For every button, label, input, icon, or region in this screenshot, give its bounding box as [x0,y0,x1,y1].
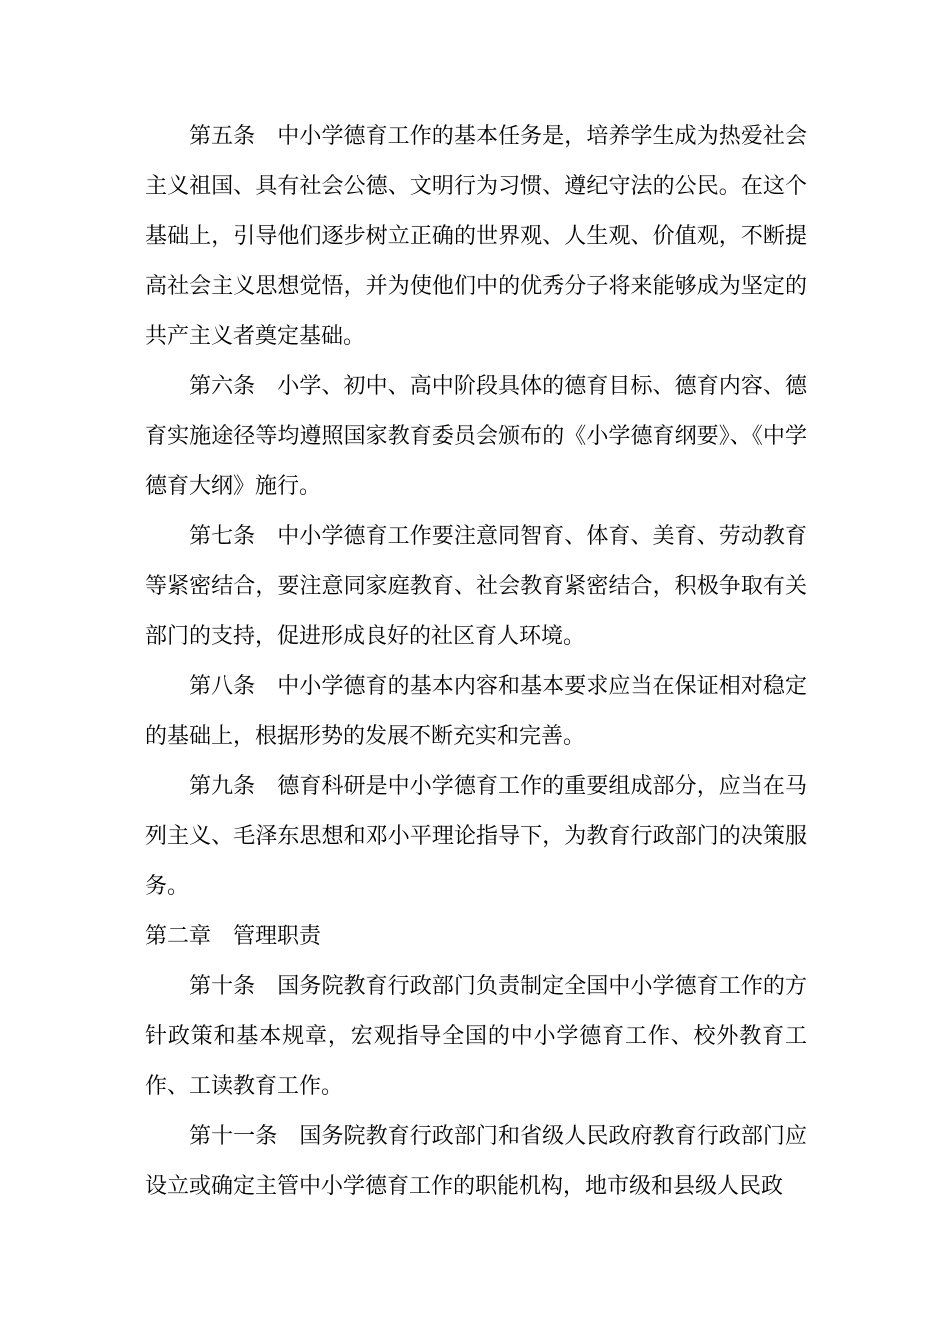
article-7-paragraph: 第七条 中小学德育工作要注意同智育、体育、美育、劳动教育等紧密结合，要注意同家庭教育、社会教育紧密结合，积极争取有关部门的支持，促进形成良好的社区育人环境。 [145,524,807,649]
article-6-paragraph: 第六条 小学、初中、高中阶段具体的德育目标、德育内容、德育实施途径等均遵照国家教育委员会颁布的《小学德育纲要》、《中学德育大纲》施行。 [145,374,807,499]
article-9-paragraph: 第九条 德育科研是中小学德育工作的重要组成部分，应当在马列主义、毛泽东思想和邓小平理论指导下，为教育行政部门的决策服务。 [145,774,807,899]
article-8-paragraph: 第八条 中小学德育的基本内容和基本要求应当在保证相对稳定的基础上，根据形势的发展不断充实和完善。 [145,674,807,749]
article-10-paragraph: 第十条 国务院教育行政部门负责制定全国中小学德育工作的方针政策和基本规章，宏观指导全国的中小学德育工作、校外教育工作、工读教育工作。 [145,974,807,1099]
document-body [145,112,807,1212]
chapter-heading: 第二章 管理职责 [145,924,322,949]
article-5-paragraph: 第五条 中小学德育工作的基本任务是，培养学生成为热爱社会主义祖国、具有社会公德、文明行为习惯、遵纪守法的公民。在这个基础上，引导他们逐步树立正确的世界观、人生观、价值观，不断提高社会主义思想觉悟，并为使他们中的优秀分子将来能够成为坚定的共产主义者奠定基础。 [145,124,807,349]
article-11-paragraph: 第十一条 国务院教育行政部门和省级人民政府教育行政部门应设立或确定主管中小学德育工作的职能机构，地市级和县级人民政 [145,1124,807,1199]
